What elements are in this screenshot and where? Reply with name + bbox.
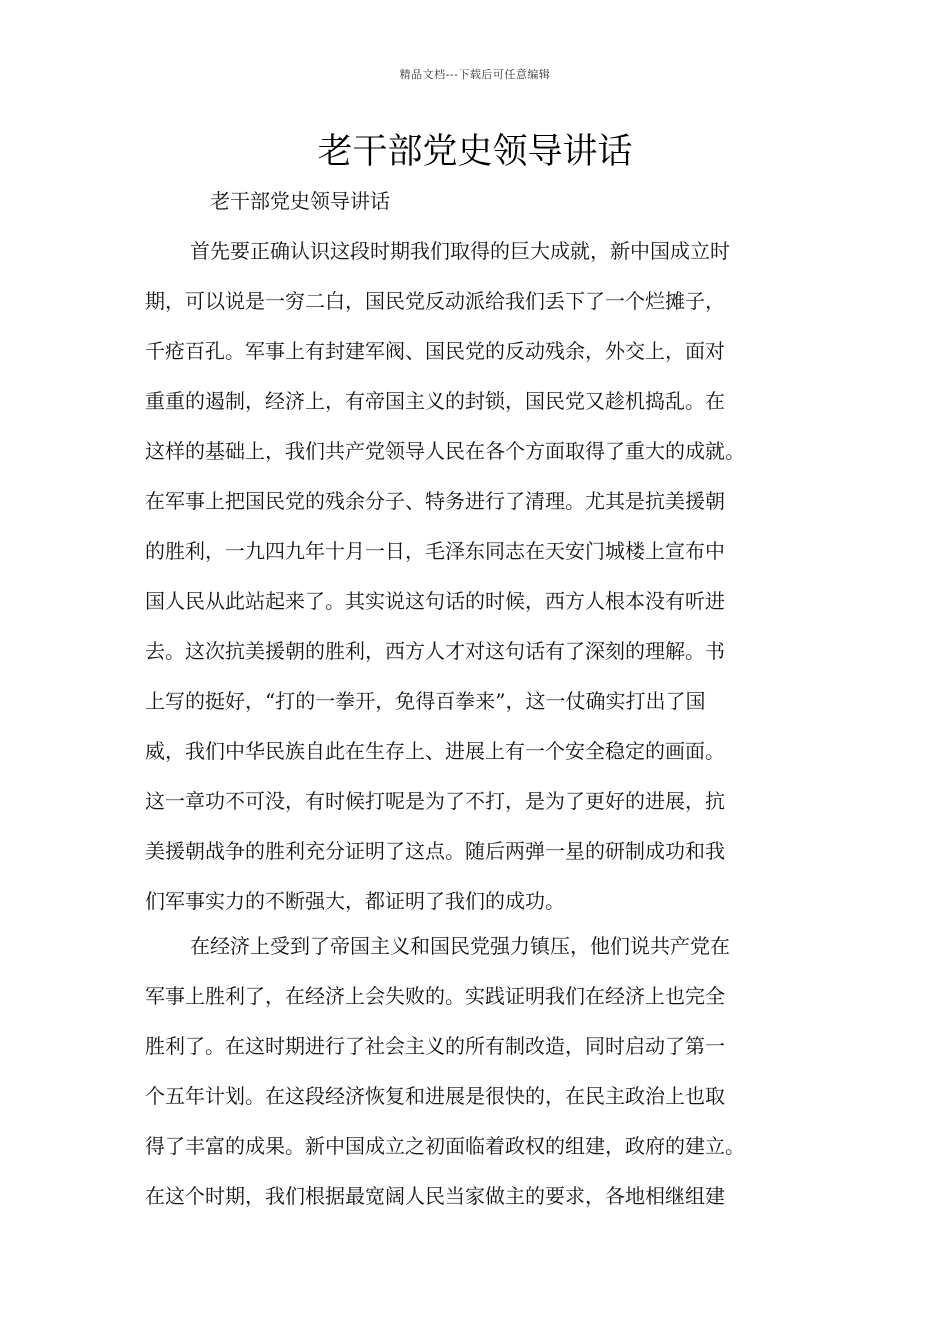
paragraph-line: 这样的基础上，我们共产党领导人民在各个方面取得了重大的成就。 (145, 439, 745, 463)
paragraph-line: 军事上胜利了，在经济上会失败的。实践证明我们在经济上也完全 (145, 984, 725, 1008)
paragraph-line: 首先要正确认识这段时期我们取得的巨大成就，新中国成立时 (190, 239, 730, 263)
paragraph-line: 个五年计划。在这段经济恢复和进展是很快的，在民主政治上也取 (145, 1084, 725, 1108)
paragraph-line: 威，我们中华民族自此在生存上、进展上有一个安全稳定的画面。 (145, 739, 725, 763)
paragraph-line: 上写的挺好，“打的一拳开，免得百拳来”，这一仗确实打出了国 (145, 689, 706, 713)
paragraph-line: 们军事实力的不断强大，都证明了我们的成功。 (145, 889, 565, 913)
paragraph-line: 在经济上受到了帝国主义和国民党强力镇压，他们说共产党在 (190, 934, 730, 958)
paragraph-line: 重重的遏制，经济上，有帝国主义的封锁，国民党又趁机捣乱。在 (145, 389, 725, 413)
paragraph-line: 这一章功不可没，有时候打呢是为了不打，是为了更好的进展，抗 (145, 789, 725, 813)
document-header-note: 精品文档---下载后可任意编辑 (399, 68, 551, 81)
document-title: 老干部党史领导讲话 (317, 132, 633, 172)
paragraph-line: 在这个时期，我们根据最宽阔人民当家做主的要求，各地相继组建 (145, 1184, 725, 1208)
paragraph-line: 千疮百孔。军事上有封建军阀、国民党的反动残余，外交上，面对 (145, 339, 725, 363)
paragraph-2 (145, 921, 825, 1221)
paragraph-line: 胜利了。在这时期进行了社会主义的所有制改造，同时启动了第一 (145, 1034, 725, 1058)
paragraph-line: 期，可以说是一穷二白，国民党反动派给我们丢下了一个烂摊子， (145, 289, 725, 313)
paragraph-line: 在军事上把国民党的残余分子、特务进行了清理。尤其是抗美援朝 (145, 489, 725, 513)
paragraph-line: 美援朝战争的胜利充分证明了这点。随后两弹一星的研制成功和我 (145, 839, 725, 863)
document-subtitle: 老干部党史领导讲话 (210, 189, 390, 213)
paragraph-line: 去。这次抗美援朝的胜利，西方人才对这句话有了深刻的理解。书 (145, 639, 725, 663)
paragraph-line: 得了丰富的成果。新中国成立之初面临着政权的组建，政府的建立。 (145, 1134, 745, 1158)
paragraph-1 (145, 226, 825, 926)
paragraph-line: 国人民从此站起来了。其实说这句话的时候，西方人根本没有听进 (145, 589, 725, 613)
paragraph-line: 的胜利，一九四九年十月一日，毛泽东同志在天安门城楼上宣布中 (145, 539, 725, 563)
